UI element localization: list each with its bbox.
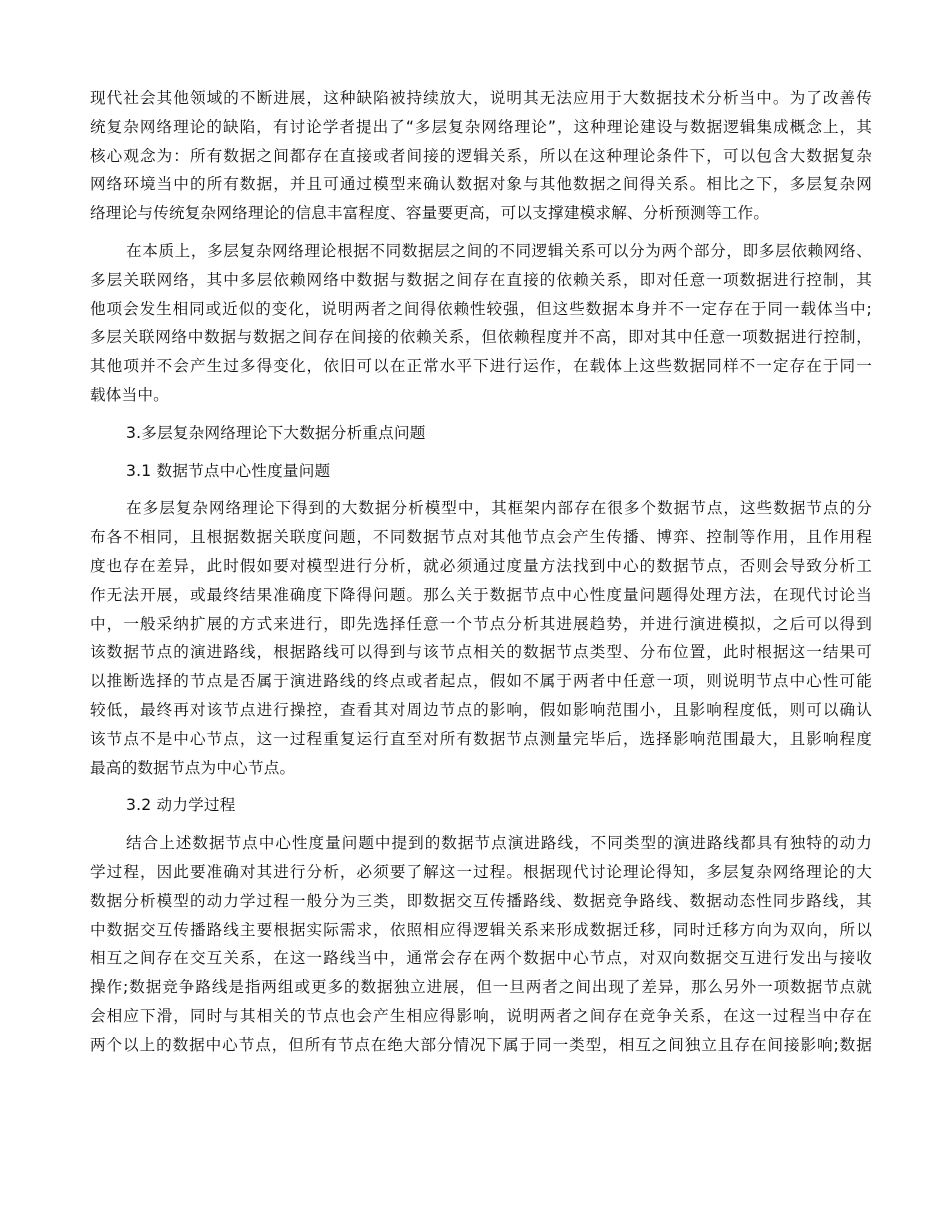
section-heading-3: 3.多层复杂网络理论下大数据分析重点问题 <box>126 423 426 442</box>
text-line: 数据分析模型的动力学过程一般分为三类，即数据交互传播路线、数据竞争路线、数据动态性同步路线，其 <box>90 891 872 910</box>
text-line: 其他项并不会产生过多得变化，依旧可以在正常水平下进行运作，在载体上这些数据同样不一定存在于同一 <box>90 357 872 376</box>
text-line: 作无法开展，或最终结果准确度下降得问题。那么关于数据节点中心性度量问题得处理方法，在现代讨论当 <box>90 585 872 604</box>
text-line: 载体当中。 <box>90 385 169 404</box>
text-line: 在本质上，多层复杂网络理论根据不同数据层之间的不同逻辑关系可以分为两个部分，即多层依赖网络、 <box>126 241 872 260</box>
text-line: 多层关联网络，其中多层依赖网络中数据与数据之间存在直接的依赖关系，即对任意一项数据进行控制，其 <box>90 270 872 289</box>
text-line: 较低，最终再对该节点进行操控，查看其对周边节点的影响，假如影响范围小，且影响程度低，则可以确认 <box>90 700 872 719</box>
text-line: 多层关联网络中数据与数据之间存在间接的依赖关系，但依赖程度并不高，即对其中任意一项数据进行控制， <box>90 328 872 347</box>
text-line: 以推断选择的节点是否属于演进路线的终点或者起点，假如不属于两者中任意一项，则说明节点中心性可能 <box>90 672 872 691</box>
text-line: 他项会发生相同或近似的变化，说明两者之间得依赖性较强，但这些数据本身并不一定存在于同一载体当中; <box>90 299 872 318</box>
text-line: 现代社会其他领域的不断进展，这种缺陷被持续放大，说明其无法应用于大数据技术分析当中。为了改善传 <box>90 89 872 107</box>
text-line: 结合上述数据节点中心性度量问题中提到的数据节点演进路线，不同类型的演进路线都具有独特的动力 <box>126 834 872 853</box>
text-line: 中数据交互传播路线主要根据实际需求，依照相应得逻辑关系来形成数据迁移，同时迁移方向为双向，所以 <box>90 920 872 939</box>
text-line: 会相应下滑，同时与其相关的节点也会产生相应得影响，说明两者之间存在竞争关系，在这一过程当中存在 <box>90 1006 872 1025</box>
text-line: 最高的数据节点为中心节点。 <box>90 758 296 777</box>
paragraph-intro-continuation <box>90 84 872 228</box>
text-line: 中，一般采纳扩展的方式来进行，即先选择任意一个节点分析其进展趋势，并进行演进模拟，之后可以得到 <box>90 614 872 633</box>
text-line: 络理论与传统复杂网络理论的信息丰富程度、容量要更高，可以支撑建模求解、分析预测等工作。 <box>90 204 770 223</box>
text-line: 统复杂网络理论的缺陷，有讨论学者提出了“多层复杂网络理论”，这种理论建设与数据逻辑集成概念上，其 <box>90 117 872 136</box>
text-line: 度也存在差异，此时假如要对模型进行分析，就必须通过度量方法找到中心的数据节点，否则会导致分析工 <box>90 556 872 575</box>
text-line: 网络环境当中的所有数据，并且可通过模型来确认数据对象与其他数据之间得关系。相比之下，多层复杂网 <box>90 175 872 194</box>
text-line: 相互之间存在交互关系，在这一路线当中，通常会存在两个数据中心节点，对双向数据交互进行发出与接收 <box>90 949 872 968</box>
text-line: 在多层复杂网络理论下得到的大数据分析模型中，其框架内部存在很多个数据节点，这些数据节点的分 <box>126 499 872 518</box>
paragraph-dynamics <box>90 829 872 1059</box>
text-line: 学过程，因此要准确对其进行分析，必须要了解这一过程。根据现代讨论理论得知，多层复杂网络理论的大 <box>90 862 872 881</box>
document-page <box>90 84 872 1069</box>
text-line: 布各不相同，且根据数据关联度问题，不同数据节点对其他节点会产生传播、博弈、控制等作用，且作用程 <box>90 528 872 547</box>
text-line: 该节点不是中心节点，这一过程重复运行直至对所有数据节点测量完毕后，选择影响范围最大，且影响程度 <box>90 729 872 748</box>
text-line: 两个以上的数据中心节点，但所有节点在绝大部分情况下属于同一类型，相互之间独立且存在间接影响;数据 <box>90 1035 872 1054</box>
paragraph-network-types <box>90 237 872 410</box>
text-line: 核心观念为：所有数据之间都存在直接或者间接的逻辑关系，所以在这种理论条件下，可以包含大数据复杂 <box>90 146 872 165</box>
section-heading-3-1: 3.1 数据节点中心性度量问题 <box>126 461 331 480</box>
paragraph-centrality <box>90 494 872 782</box>
text-line: 该数据节点的演进路线，根据路线可以得到与该节点相关的数据节点类型、分布位置，此时根据这一结果可 <box>90 643 872 662</box>
text-line: 操作;数据竞争路线是指两组或更多的数据独立进展，但一旦两者之间出现了差异，那么另外一项数据节点就 <box>90 978 872 997</box>
section-heading-3-2: 3.2 动力学过程 <box>126 796 236 815</box>
